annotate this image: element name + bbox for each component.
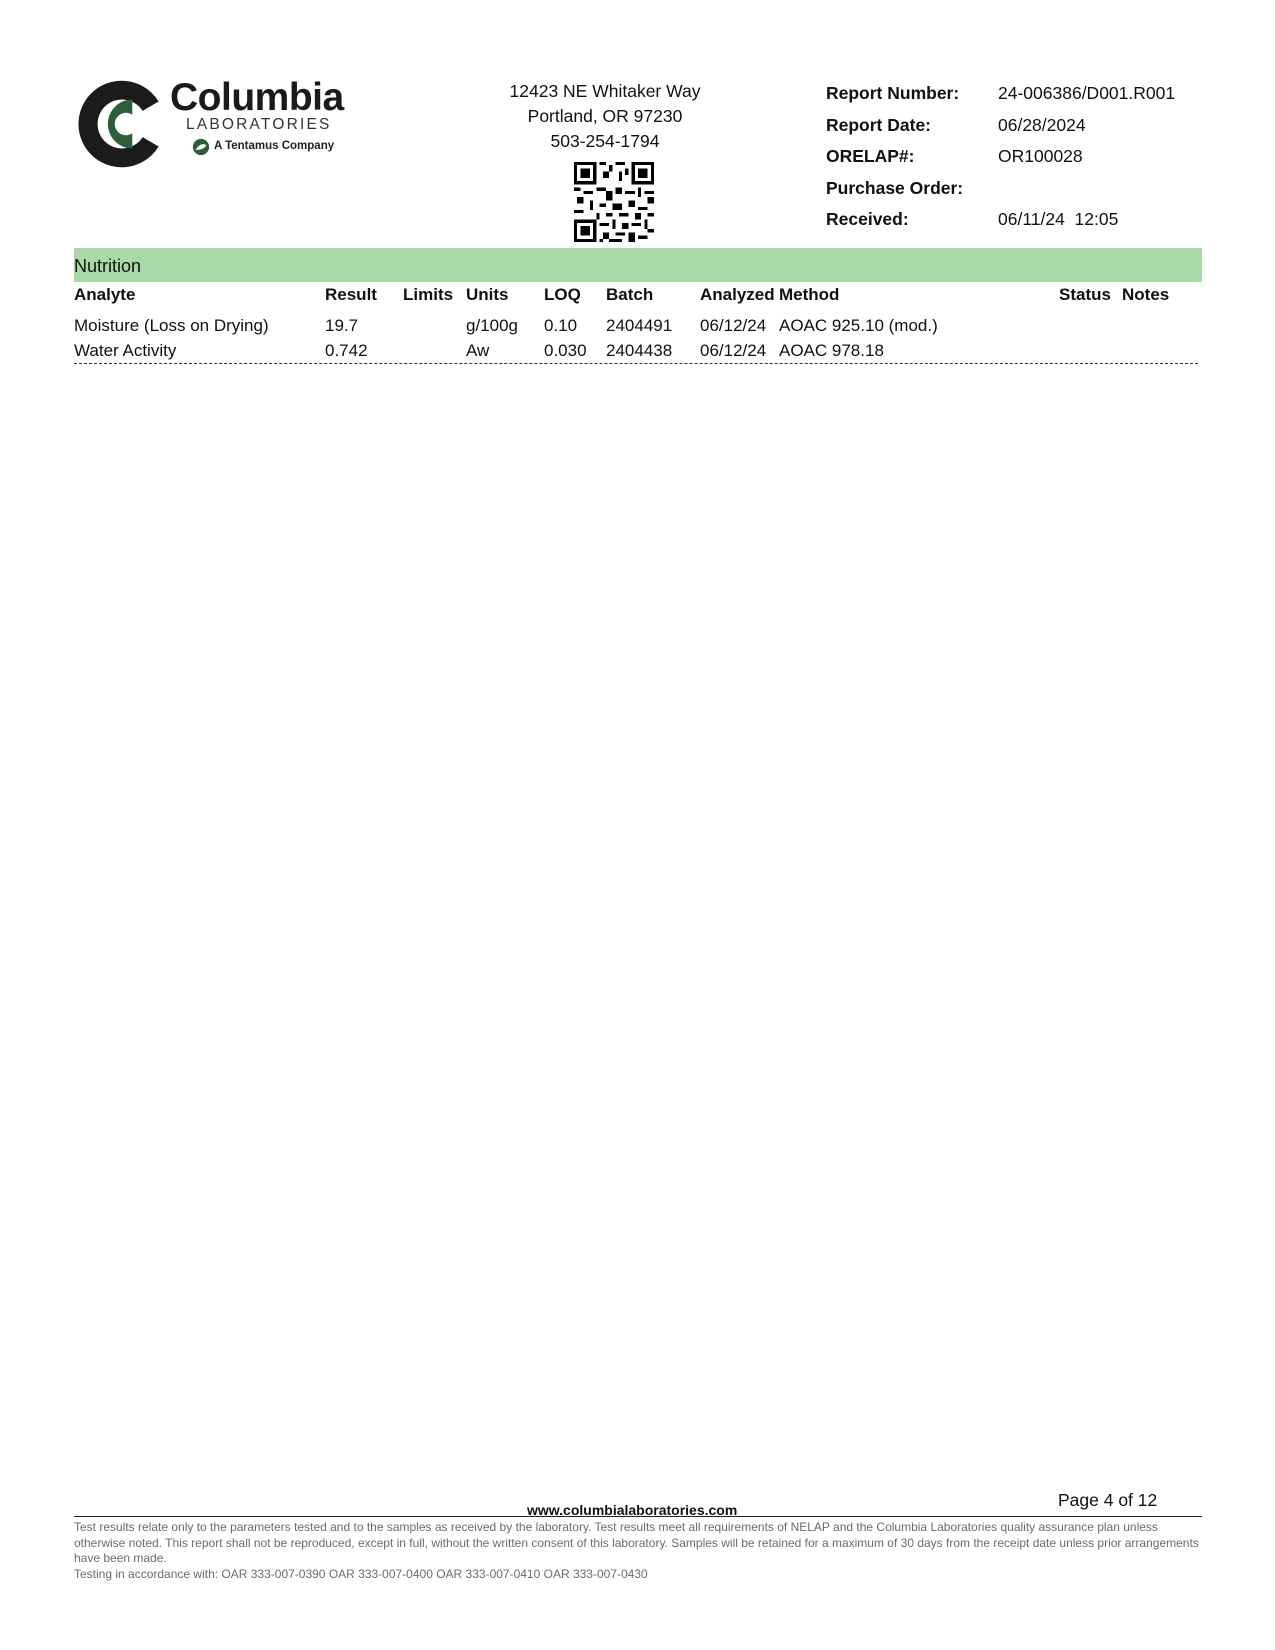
cell-loq: 0.10: [544, 316, 578, 335]
section-title: Nutrition: [74, 256, 142, 276]
qr-code-icon[interactable]: [574, 162, 654, 242]
received-label: Received:: [826, 209, 909, 230]
col-header-method: Method: [779, 285, 840, 304]
orelap-value: OR100028: [998, 146, 1083, 167]
cell-analyzed: 06/12/24: [700, 341, 767, 360]
page-number: Page 4 of 12: [1058, 1490, 1158, 1510]
report-date-row: [826, 110, 1175, 142]
disclaimer-text: Test results relate only to the parameters tested and to the samples as received by the laboratory. Test results meet all requirements of NELAP and the Columbia Laboratories quality assurance plan unless otherwise noted. This report shall not be reproduced, except in full, without the written consent of this laboratory. Samples will be retained for a maximum of 30 days from the receipt date unless prior arrangements have been made.: [74, 1520, 1199, 1565]
col-header-limits: Limits: [403, 285, 454, 304]
columbia-logo-icon: [74, 77, 168, 171]
address-city: Portland, OR 97230: [527, 106, 683, 126]
cell-analyte: Water Activity: [74, 341, 177, 360]
purchase-order-row: [826, 173, 1175, 205]
website-link[interactable]: www.columbialaboratories.com: [527, 1502, 738, 1518]
table-divider: [74, 363, 1198, 364]
logo-subtitle: LABORATORIES: [186, 116, 332, 133]
received-value: 06/11/24 12:05: [998, 209, 1119, 230]
section-header-bar: [74, 248, 1202, 282]
cell-units: g/100g: [466, 316, 518, 335]
cell-analyte: Moisture (Loss on Drying): [74, 316, 269, 335]
report-date-value: 06/28/2024: [998, 114, 1086, 135]
col-header-batch: Batch: [606, 285, 654, 304]
received-row: [826, 204, 1175, 236]
report-number-label: Report Number:: [826, 83, 960, 104]
cell-batch: 2404491: [606, 316, 673, 335]
logo-tagline: A Tentamus Company: [214, 140, 335, 153]
report-info: [826, 78, 1175, 236]
orelap-row: [826, 141, 1175, 173]
report-number-value: 24-006386/D001.R001: [998, 83, 1176, 104]
col-header-result: Result: [325, 285, 377, 304]
cell-analyzed: 06/12/24: [700, 316, 767, 335]
col-header-notes: Notes: [1122, 285, 1170, 304]
address-street: 12423 NE Whitaker Way: [509, 81, 701, 101]
logo-name: Columbia: [170, 76, 344, 119]
col-header-status: Status: [1059, 285, 1111, 304]
cell-method: AOAC 978.18: [779, 341, 884, 360]
report-number-row: [826, 78, 1175, 110]
logo-tagline-group: [192, 138, 334, 156]
cell-units: Aw: [466, 341, 490, 360]
cell-batch: 2404438: [606, 341, 673, 360]
col-header-analyzed: Analyzed: [700, 285, 775, 304]
tentamus-leaf-icon: [192, 138, 210, 156]
col-header-analyte: Analyte: [74, 285, 136, 304]
col-header-units: Units: [466, 285, 509, 304]
cell-result: 0.742: [325, 341, 368, 360]
report-date-label: Report Date:: [826, 114, 932, 135]
address-phone: 503-254-1794: [550, 131, 660, 151]
testing-standards-text: Testing in accordance with: OAR 333-007-0390 OAR 333-007-0400 OAR 333-007-0410 OAR 333-007-0430: [74, 1567, 648, 1581]
col-header-loq: LOQ: [544, 285, 581, 304]
footer-divider: [74, 1516, 1202, 1517]
cell-loq: 0.030: [544, 341, 587, 360]
cell-method: AOAC 925.10 (mod.): [779, 316, 938, 335]
purchase-order-label: Purchase Order:: [826, 177, 964, 198]
lab-address: [480, 79, 730, 154]
orelap-label: ORELAP#:: [826, 146, 915, 167]
cell-result: 19.7: [325, 316, 359, 335]
